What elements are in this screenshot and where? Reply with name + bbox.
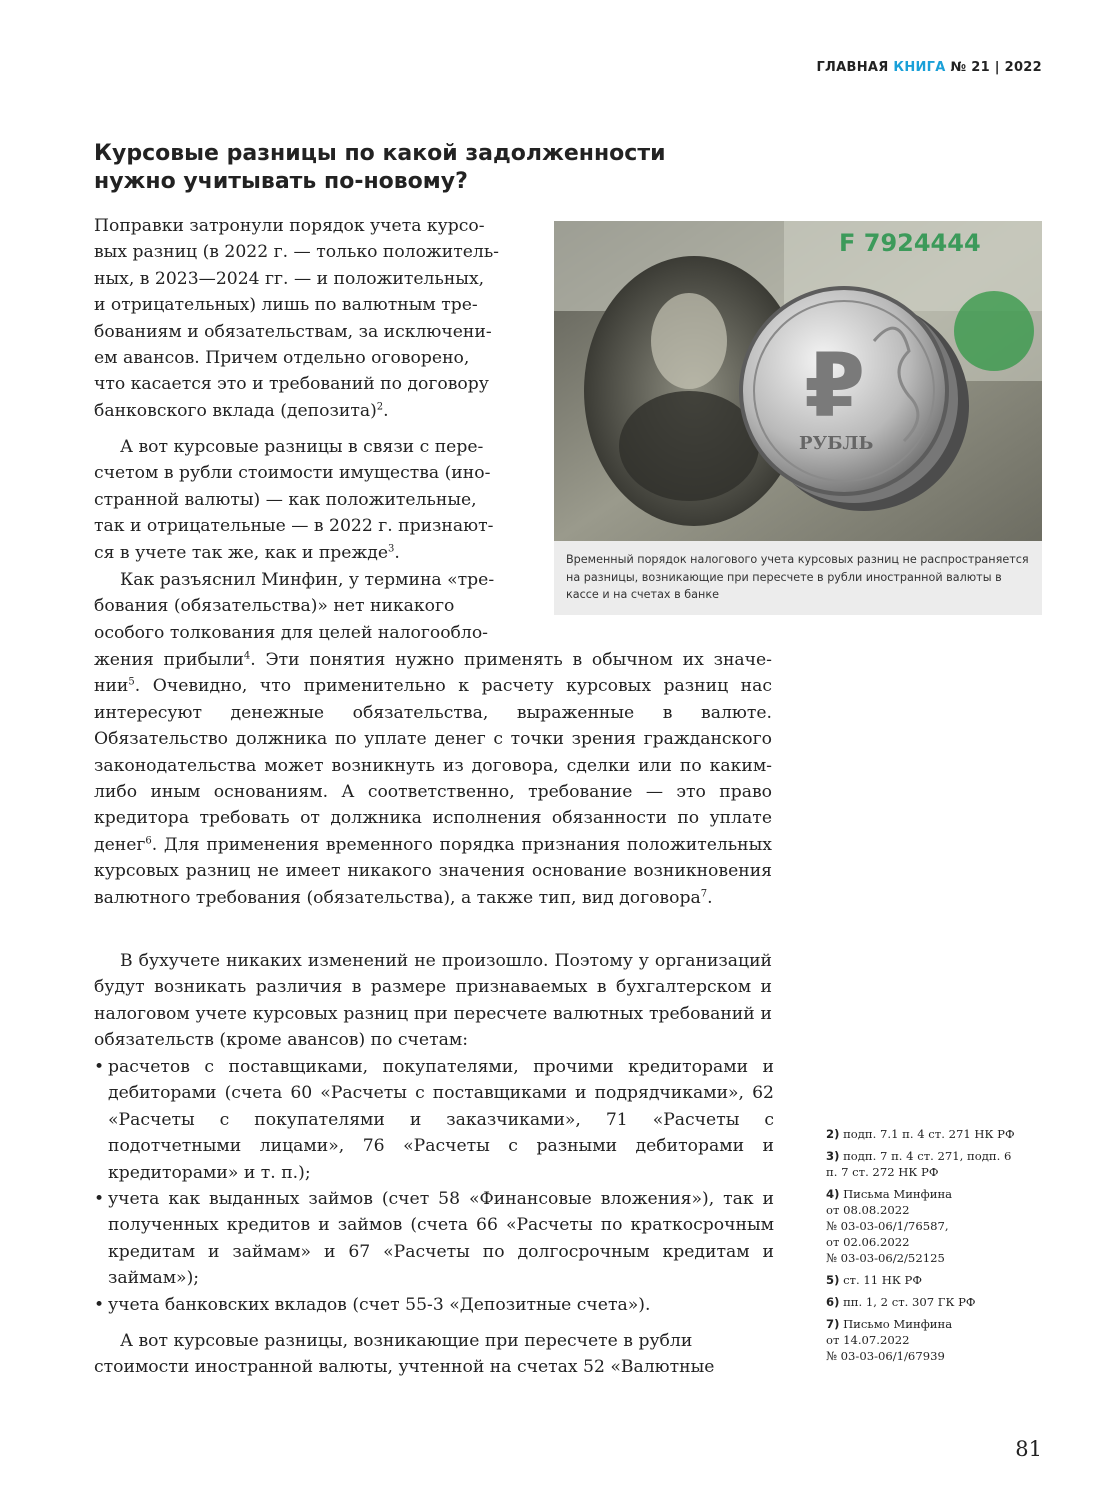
footnote-ref-7: 7 bbox=[700, 887, 708, 899]
footnote-ref-6: 6 bbox=[145, 835, 152, 847]
list-item: • учета банковских вкладов (счет 55-3 «Депозитные счета»). bbox=[94, 1292, 774, 1318]
footnote-4: 4) Письма Минфина от 08.08.2022 № 03-03-06/1/76587, от 02.06.2022 № 03-03-06/2/52125 bbox=[826, 1187, 953, 1265]
photo-caption: Временный порядок налогового учета курсовых разниц не распространяется на разницы, возникающие при пересчете в рубли иностранной валюты в кассе и на счетах в банке bbox=[566, 553, 1029, 602]
paragraph-4: В бухучете никаких изменений не произошло. Поэтому у организаций будут возникать различия в размере признаваемых в бухгалтерском и налоговом учете курсовых разниц при пересчете валютных требований и обязательств (кроме авансов) по счетам: bbox=[94, 951, 772, 1051]
paragraph-2: А вот курсовые разницы в связи с пере- счетом в рубли стоимости имущества (ино- странной валюты) — как положительные, так и отрицательные — в 2022 г. признают- ся в учете так же, как и прежде$^3$. bbox=[94, 437, 494, 563]
title-line-1: Курсовые разницы по какой задолженности bbox=[94, 141, 666, 166]
footnote-6: 6) пп. 1, 2 ст. 307 ГК РФ bbox=[826, 1295, 976, 1309]
paragraph-3-wide: жения прибыли$^4$. Эти понятия нужно применять в обычном их значе- нии$^5$. Очевидно, что применительно к расчету курсовых разниц нас интересуют денежные обязательства, выраженные в валюте. Обязательство должника по уплате денег с точки зрения гражданского законодательства может возникнуть из договора, сделки или по каким-либо иным основаниям. А соответственно, требование — это право кредитора требовать от должника исполнения обязанности по уплате денег$^6$. Для применения временного порядка признания положительных курсовых разниц не имеет никакого значения основание возникновения валютного требования (обязательства), а также тип, вид договора$^7$. bbox=[94, 650, 772, 908]
ruble-sign: ₽ bbox=[804, 334, 866, 437]
footnote-ref-3: 3 bbox=[388, 542, 395, 554]
footnote-2: 2) подп. 7.1 п. 4 ст. 271 НК РФ bbox=[826, 1127, 1015, 1141]
footnote-ref-2: 2 bbox=[376, 401, 384, 413]
paragraph-3-narrow: Как разъяснил Минфин, у термина «тре- бования (обязательства)» нет никакого особого толкования для целей налогообло- bbox=[94, 570, 495, 643]
paragraph-5: А вот курсовые разницы, возникающие при пересчете в рубли стоимости иностранной валюты, учтенной на счетах 52 «Валютные bbox=[94, 1331, 715, 1378]
paragraph-1: Поправки затронули порядок учета курсо- вых разниц (в 2022 г. — только положитель- ных, в 2023—2024 гг. — и положительных, и отрицательных) лишь по валютным тре- бованиям и обязательствам, за исключени- ем авансов. Причем отдельно оговорено, что касается это и требований по договору банковского вклада (депозита)$^2$. bbox=[94, 216, 499, 421]
list-item: • расчетов с поставщиками, покупателями, прочими кредиторами и дебиторами (счета 60 «Расчеты с поставщиками и подрядчиками», 62 «Расчеты с покупателями и заказчиками», 71 «Расчеты с подотчетными лицами», 76 «Расчеты с разными дебиторами и кредиторами» и т. п.); bbox=[94, 1054, 774, 1186]
photo-dollar-ruble-coins bbox=[554, 221, 1042, 541]
coin-label: РУБЛЬ bbox=[799, 433, 874, 454]
footnote-7: 7) Письмо Минфина от 14.07.2022 № 03-03-06/1/67939 bbox=[826, 1317, 953, 1363]
photo-caption-box bbox=[554, 541, 1042, 615]
header-issue: № 21 | 2022 bbox=[945, 60, 1042, 75]
footnote-ref-5: 5 bbox=[128, 676, 135, 688]
footnote-5: 5) ст. 11 НК РФ bbox=[826, 1273, 922, 1287]
article-title bbox=[94, 140, 734, 196]
header-magazine-name: ГЛАВНАЯ bbox=[816, 60, 894, 75]
accounts-list bbox=[94, 1054, 774, 1318]
footnote-ref-4: 4 bbox=[243, 650, 251, 662]
title-line-2: нужно учитывать по-новому? bbox=[94, 169, 468, 194]
page-number: 81 bbox=[1015, 1437, 1042, 1461]
footnote-3: 3) подп. 7 п. 4 ст. 271, подп. 6 п. 7 ст. 272 НК РФ bbox=[826, 1149, 1012, 1179]
running-header bbox=[816, 60, 1042, 75]
header-magazine-accent: КНИГА bbox=[893, 60, 946, 75]
bill-serial-number: F 7924444 bbox=[839, 229, 981, 257]
list-item: • учета как выданных займов (счет 58 «Финансовые вложения»), так и полученных кредитов и займов (счета 66 «Расчеты по краткосрочным кредитам и займам» и 67 «Расчеты по долгосрочным кредитам и займам»); bbox=[94, 1186, 774, 1292]
footnotes bbox=[826, 1126, 1036, 1370]
